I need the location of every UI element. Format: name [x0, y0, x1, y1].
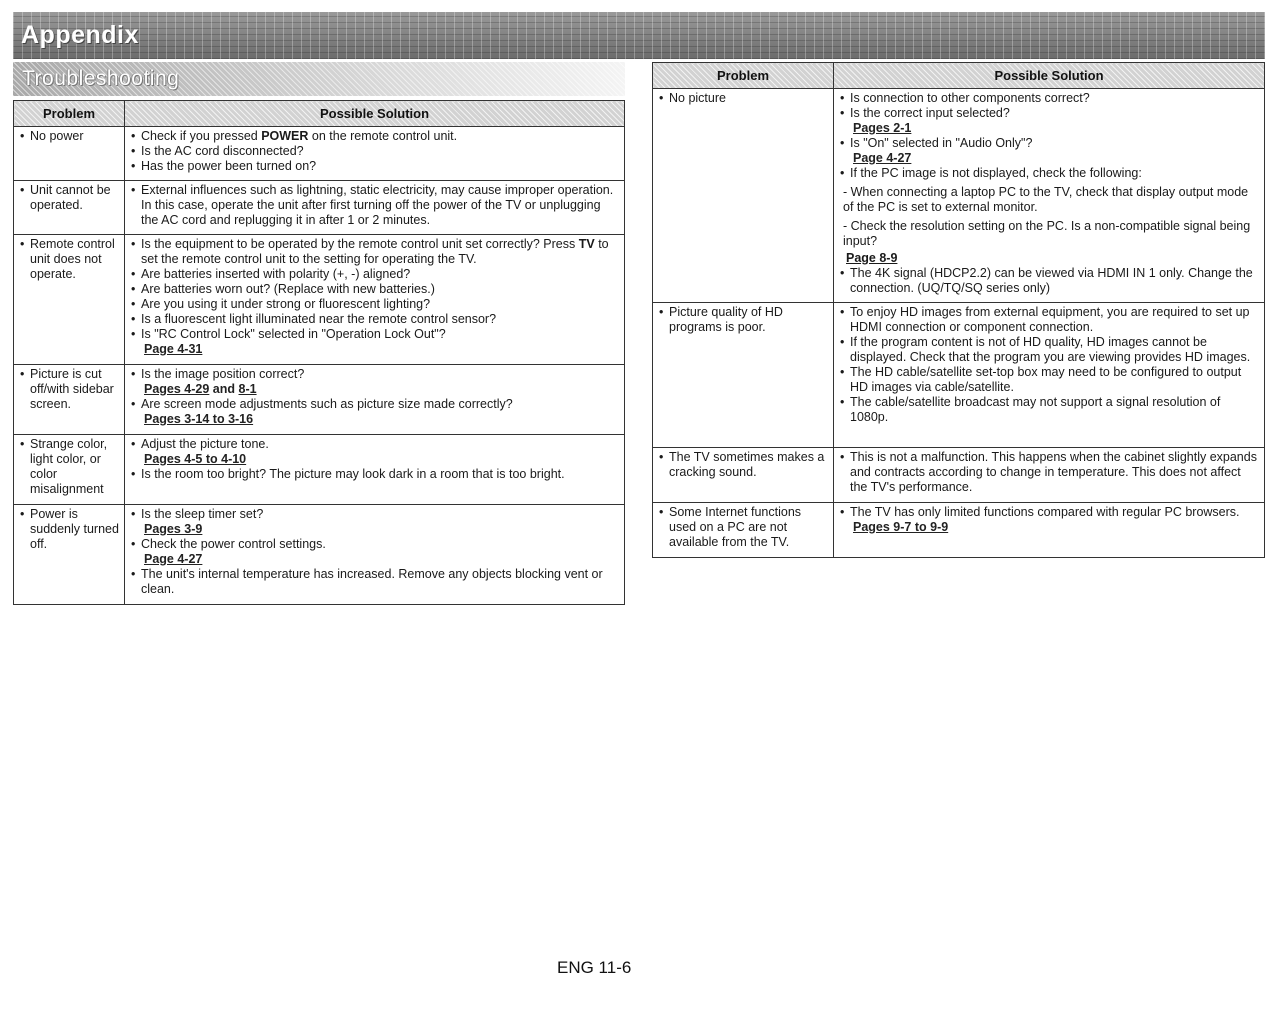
solution-item: • Has the power been turned on?	[141, 159, 620, 174]
problem-cell	[14, 181, 125, 235]
page-reference-link[interactable]: Page 4-31	[144, 342, 203, 356]
check-step-text: - When connecting a laptop PC to the TV, check that display output mode of the PC is set to external monitor.	[843, 185, 1249, 214]
solution-header: Possible Solution	[834, 63, 1265, 89]
page-reference-link[interactable]: Page 4-27	[144, 552, 203, 566]
problem-text: • No power	[30, 129, 120, 144]
page-reference-link[interactable]: Page 8-9	[846, 251, 898, 265]
page-reference-link[interactable]: Pages 3-14 to 3-16	[144, 412, 254, 426]
solution-cell	[125, 365, 625, 435]
solution-item	[141, 129, 620, 144]
table-row	[14, 235, 625, 365]
solution-item: • If the PC image is not displayed, check the following:	[850, 166, 1260, 181]
problem-cell	[653, 503, 834, 558]
problem-text: • Some Internet functions used on a PC are not available from the TV.	[669, 505, 829, 550]
problem-cell	[653, 448, 834, 503]
solution-item: • The cable/satellite broadcast may not support a signal resolution of 1080p.	[850, 395, 1260, 425]
problem-text: • Power is suddenly turned off.	[30, 507, 120, 552]
problem-cell	[653, 303, 834, 448]
solution-item: • The HD cable/satellite set-top box may need to be configured to output HD images via cable/satellite.	[850, 365, 1260, 395]
solution-cell	[834, 448, 1265, 503]
page-reference-link[interactable]: Pages 2-1	[853, 121, 912, 135]
table-row	[653, 503, 1265, 558]
problem-header: Problem	[14, 101, 125, 127]
solution-item: • The 4K signal (HDCP2.2) can be viewed via HDMI IN 1 only. Change the connection. (UQ/TQ/SQ series only)	[850, 266, 1260, 296]
page-reference-link[interactable]: Pages 9-7 to 9-9	[853, 520, 949, 534]
solution-item: • Is connection to other components correct?	[850, 91, 1260, 106]
solution-cell	[834, 503, 1265, 558]
page-reference-group	[141, 382, 620, 397]
solution-item: • Are screen mode adjustments such as picture size made correctly?	[141, 397, 620, 412]
table-row	[653, 448, 1265, 503]
page-number: ENG 11-6	[557, 958, 632, 977]
solution-cell	[125, 181, 625, 235]
appendix-banner	[13, 12, 1265, 59]
power-key-label: POWER	[261, 129, 309, 143]
solution-header: Possible Solution	[125, 101, 625, 127]
page-reference-link[interactable]: 8-1	[238, 382, 257, 396]
solution-item: • Is a fluorescent light illuminated near the remote control sensor?	[141, 312, 620, 327]
problem-header: Problem	[653, 63, 834, 89]
solution-item	[141, 237, 620, 267]
solution-item: • Are you using it under strong or fluorescent lighting?	[141, 297, 620, 312]
solution-cell	[834, 89, 1265, 303]
troubleshooting-title: Troubleshooting	[22, 67, 180, 90]
solution-item: • Is "RC Control Lock" selected in "Operation Lock Out"?	[141, 327, 620, 342]
solution-item: • External influences such as lightning, static electricity, may cause improper operation. In this case, operate the unit after first turning off the power of the TV or unplugging the AC cord and replugging it in after 1 or 2 minutes.	[141, 183, 620, 228]
troubleshooting-banner	[13, 62, 625, 96]
page-reference-link[interactable]: Page 4-27	[853, 151, 912, 165]
reference-conjunction: and	[209, 382, 239, 396]
table-row	[653, 303, 1265, 448]
problem-cell	[14, 127, 125, 181]
problem-cell	[14, 365, 125, 435]
solution-item: • Is the correct input selected?	[850, 106, 1260, 121]
solution-item: • Are batteries worn out? (Replace with new batteries.)	[141, 282, 620, 297]
solution-item: • To enjoy HD images from external equipment, you are required to set up HDMI connection or component connection.	[850, 305, 1260, 335]
page-reference-link[interactable]: Pages 4-29	[144, 382, 210, 396]
solution-cell	[125, 127, 625, 181]
check-step-text: - Check the resolution setting on the PC. Is a non-compatible signal being input?	[843, 219, 1251, 248]
solution-item: • Is the image position correct?	[141, 367, 620, 382]
solution-cell	[125, 505, 625, 605]
solution-item: • The TV has only limited functions compared with regular PC browsers.	[850, 505, 1260, 520]
solution-text: Is the equipment to be operated by the remote control unit set correctly? Press	[141, 237, 579, 251]
table-header-row	[653, 63, 1265, 89]
problem-text: • Strange color, light color, or color misalignment	[30, 437, 120, 497]
problem-cell	[653, 89, 834, 303]
solution-text: to set the remote control unit to the setting for operating the TV.	[141, 237, 609, 266]
troubleshooting-table-right	[652, 62, 1265, 558]
problem-text: • Unit cannot be operated.	[30, 183, 120, 213]
solution-item: • Check the power control settings.	[141, 537, 620, 552]
problem-text: • Picture is cut off/with sidebar screen.	[30, 367, 120, 412]
appendix-title: Appendix	[21, 21, 139, 49]
solution-item: • Is the AC cord disconnected?	[141, 144, 620, 159]
page-reference-link[interactable]: Pages 4-5 to 4-10	[144, 452, 247, 466]
solution-item: • The unit's internal temperature has increased. Remove any objects blocking vent or clean.	[141, 567, 620, 597]
table-row	[14, 365, 625, 435]
table-row	[14, 505, 625, 605]
problem-text: • Picture quality of HD programs is poor.	[669, 305, 829, 335]
solution-cell	[834, 303, 1265, 448]
solution-item: • Are batteries inserted with polarity (+, -) aligned?	[141, 267, 620, 282]
page-reference-link[interactable]: Pages 3-9	[144, 522, 203, 536]
tv-key-label: TV	[578, 237, 595, 251]
problem-cell	[14, 435, 125, 505]
solution-item: • Adjust the picture tone.	[141, 437, 620, 452]
table-header-row	[14, 101, 625, 127]
table-row	[14, 181, 625, 235]
solution-text: Check if you pressed	[141, 129, 262, 143]
table-row	[14, 127, 625, 181]
solution-text: on the remote control unit.	[308, 129, 458, 143]
problem-cell	[14, 505, 125, 605]
solution-cell	[125, 235, 625, 365]
solution-cell	[125, 435, 625, 505]
solution-item: • This is not a malfunction. This happens when the cabinet slightly expands and contracts according to change in temperature. This does not affect the TV's performance.	[850, 450, 1260, 495]
problem-text: • No picture	[669, 91, 829, 106]
solution-item: • Is the room too bright? The picture may look dark in a room that is too bright.	[141, 467, 620, 482]
problem-text: • Remote control unit does not operate.	[30, 237, 120, 282]
table-row	[14, 435, 625, 505]
troubleshooting-table-left	[13, 100, 625, 605]
solution-item: • If the program content is not of HD quality, HD images cannot be displayed. Check that the program you are viewing provides HD images.	[850, 335, 1260, 365]
solution-item: • Is the sleep timer set?	[141, 507, 620, 522]
solution-item: • Is "On" selected in "Audio Only"?	[850, 136, 1260, 151]
table-row	[653, 89, 1265, 303]
problem-cell	[14, 235, 125, 365]
problem-text: • The TV sometimes makes a cracking sound.	[669, 450, 829, 480]
